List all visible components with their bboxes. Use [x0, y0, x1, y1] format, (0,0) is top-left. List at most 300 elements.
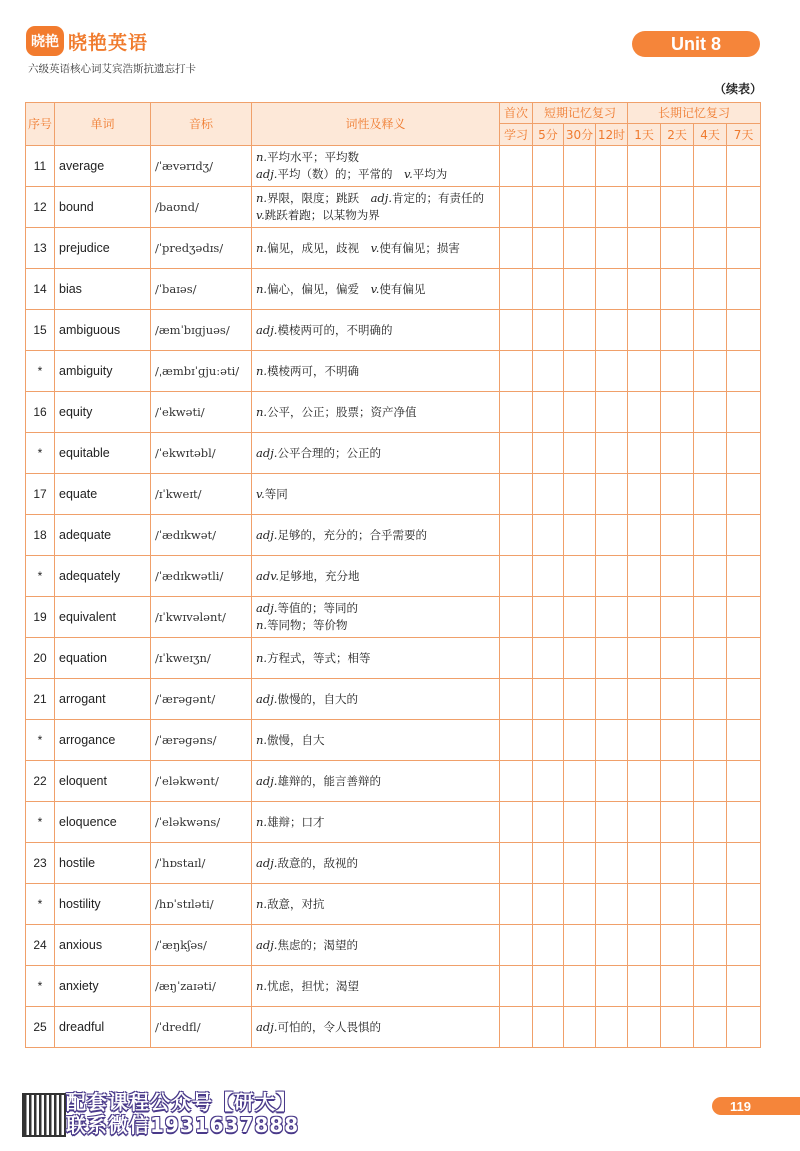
table-row	[26, 761, 761, 802]
definition-cell	[252, 638, 500, 679]
review-checkbox-cell[interactable]	[533, 679, 564, 720]
review-checkbox-cell[interactable]	[694, 433, 727, 474]
part-of-speech: n.	[256, 732, 268, 747]
phonetic-cell: /baʊnd/	[151, 187, 252, 228]
definition-text: 等值的；等同的	[277, 601, 358, 615]
definition-text: 敌意，对抗	[267, 896, 325, 911]
header-long-7d: 7天	[727, 124, 761, 146]
review-checkbox-cell[interactable]	[533, 269, 564, 310]
review-checkbox-cell[interactable]	[694, 187, 727, 228]
definition-cell	[252, 720, 500, 761]
word-cell: anxiety	[55, 966, 151, 1007]
review-checkbox-cell[interactable]	[727, 925, 761, 966]
review-checkbox-cell[interactable]	[596, 146, 628, 187]
phonetic-cell: /hɒˈstɪləti/	[151, 884, 252, 925]
review-checkbox-cell[interactable]	[661, 351, 694, 392]
phonetic-cell: /ˈekwɪtəbl/	[151, 433, 252, 474]
review-checkbox-cell[interactable]	[661, 433, 694, 474]
review-checkbox-cell[interactable]	[533, 1007, 564, 1048]
review-checkbox-cell[interactable]	[596, 556, 628, 597]
review-checkbox-cell[interactable]	[500, 720, 533, 761]
review-checkbox-cell[interactable]	[533, 802, 564, 843]
review-checkbox-cell[interactable]	[596, 187, 628, 228]
table-row	[26, 187, 761, 228]
part-of-speech: v.	[370, 281, 380, 296]
row-number: 20	[26, 638, 55, 679]
review-checkbox-cell[interactable]	[500, 351, 533, 392]
review-checkbox-cell[interactable]	[500, 679, 533, 720]
review-checkbox-cell[interactable]	[694, 679, 727, 720]
table-row	[26, 966, 761, 1007]
part-of-speech: n.	[256, 404, 268, 419]
review-checkbox-cell[interactable]	[564, 638, 596, 679]
review-checkbox-cell[interactable]	[661, 474, 694, 515]
review-checkbox-cell[interactable]	[596, 1007, 628, 1048]
review-checkbox-cell[interactable]	[533, 310, 564, 351]
row-number: *	[26, 966, 55, 1007]
definition-cell	[252, 433, 500, 474]
review-checkbox-cell[interactable]	[727, 884, 761, 925]
phonetic-cell: /ˈbaɪəs/	[151, 269, 252, 310]
definition-text: 使有偏见	[379, 281, 426, 296]
review-checkbox-cell[interactable]	[661, 228, 694, 269]
review-checkbox-cell[interactable]	[694, 392, 727, 433]
review-checkbox-cell[interactable]	[727, 843, 761, 884]
review-checkbox-cell[interactable]	[564, 351, 596, 392]
definition-cell	[252, 1007, 500, 1048]
review-checkbox-cell[interactable]	[596, 802, 628, 843]
review-checkbox-cell[interactable]	[727, 310, 761, 351]
review-checkbox-cell[interactable]	[661, 310, 694, 351]
table-row	[26, 802, 761, 843]
review-checkbox-cell[interactable]	[500, 556, 533, 597]
table-row	[26, 269, 761, 310]
review-checkbox-cell[interactable]	[694, 761, 727, 802]
review-checkbox-cell[interactable]	[661, 1007, 694, 1048]
review-checkbox-cell[interactable]	[564, 720, 596, 761]
review-checkbox-cell[interactable]	[500, 884, 533, 925]
review-checkbox-cell[interactable]	[533, 515, 564, 556]
header-long-4d: 4天	[694, 124, 727, 146]
review-checkbox-cell[interactable]	[727, 597, 761, 638]
review-checkbox-cell[interactable]	[628, 515, 661, 556]
table-row	[26, 228, 761, 269]
review-checkbox-cell[interactable]	[564, 392, 596, 433]
phonetic-cell: /ˈdredfl/	[151, 1007, 252, 1048]
promo-banner	[66, 1091, 299, 1137]
review-checkbox-cell[interactable]	[533, 474, 564, 515]
row-number: 21	[26, 679, 55, 720]
review-checkbox-cell[interactable]	[628, 843, 661, 884]
continued-label: （续表）	[714, 82, 763, 96]
table-row	[26, 515, 761, 556]
review-checkbox-cell[interactable]	[694, 638, 727, 679]
definition-text: 足够的，充分的；合乎需要的	[277, 527, 427, 542]
review-checkbox-cell[interactable]	[533, 556, 564, 597]
review-checkbox-cell[interactable]	[628, 761, 661, 802]
review-checkbox-cell[interactable]	[694, 925, 727, 966]
definition-cell	[252, 351, 500, 392]
review-checkbox-cell[interactable]	[661, 269, 694, 310]
header-first: 首次	[500, 103, 533, 124]
review-checkbox-cell[interactable]	[596, 925, 628, 966]
definition-cell	[252, 597, 500, 638]
row-number: *	[26, 720, 55, 761]
review-checkbox-cell[interactable]	[596, 228, 628, 269]
review-checkbox-cell[interactable]	[564, 433, 596, 474]
phonetic-cell: /ˈærəɡənt/	[151, 679, 252, 720]
definition-text: 界限，限度；跳跃	[267, 191, 371, 205]
review-checkbox-cell[interactable]	[694, 146, 727, 187]
review-checkbox-cell[interactable]	[727, 187, 761, 228]
review-checkbox-cell[interactable]	[500, 474, 533, 515]
review-checkbox-cell[interactable]	[628, 597, 661, 638]
review-checkbox-cell[interactable]	[596, 351, 628, 392]
review-checkbox-cell[interactable]	[628, 146, 661, 187]
review-checkbox-cell[interactable]	[727, 556, 761, 597]
header-long-2d: 2天	[661, 124, 694, 146]
review-checkbox-cell[interactable]	[533, 720, 564, 761]
review-checkbox-cell[interactable]	[533, 925, 564, 966]
review-checkbox-cell[interactable]	[727, 515, 761, 556]
definition-cell	[252, 310, 500, 351]
review-checkbox-cell[interactable]	[727, 802, 761, 843]
review-checkbox-cell[interactable]	[500, 1007, 533, 1048]
review-checkbox-cell[interactable]	[500, 146, 533, 187]
review-checkbox-cell[interactable]	[596, 392, 628, 433]
table-row	[26, 720, 761, 761]
definition-text: 平均水平；平均数	[267, 150, 360, 164]
review-checkbox-cell[interactable]	[727, 1007, 761, 1048]
review-checkbox-cell[interactable]	[596, 515, 628, 556]
header-ipa: 音标	[151, 103, 252, 146]
review-checkbox-cell[interactable]	[628, 474, 661, 515]
review-checkbox-cell[interactable]	[661, 761, 694, 802]
definition-text: 使有偏见；损害	[379, 240, 460, 255]
review-checkbox-cell[interactable]	[533, 884, 564, 925]
review-checkbox-cell[interactable]	[661, 392, 694, 433]
review-checkbox-cell[interactable]	[564, 228, 596, 269]
phonetic-cell: /æŋˈzaɪəti/	[151, 966, 252, 1007]
review-checkbox-cell[interactable]	[727, 679, 761, 720]
review-checkbox-cell[interactable]	[564, 966, 596, 1007]
definition-cell	[252, 556, 500, 597]
review-checkbox-cell[interactable]	[661, 884, 694, 925]
row-number: *	[26, 351, 55, 392]
review-checkbox-cell[interactable]	[533, 146, 564, 187]
review-checkbox-cell[interactable]	[694, 597, 727, 638]
word-cell: anxious	[55, 925, 151, 966]
review-checkbox-cell[interactable]	[727, 761, 761, 802]
word-cell: prejudice	[55, 228, 151, 269]
review-checkbox-cell[interactable]	[500, 228, 533, 269]
review-checkbox-cell[interactable]	[694, 966, 727, 1007]
review-checkbox-cell[interactable]	[596, 597, 628, 638]
review-checkbox-cell[interactable]	[694, 1007, 727, 1048]
review-checkbox-cell[interactable]	[661, 679, 694, 720]
review-checkbox-cell[interactable]	[533, 392, 564, 433]
definition-cell	[252, 884, 500, 925]
review-checkbox-cell[interactable]	[727, 392, 761, 433]
review-checkbox-cell[interactable]	[661, 515, 694, 556]
header-word: 单词	[55, 103, 151, 146]
review-checkbox-cell[interactable]	[533, 228, 564, 269]
review-checkbox-cell[interactable]	[500, 638, 533, 679]
header-short-5min: 5分	[533, 124, 564, 146]
review-checkbox-cell[interactable]	[727, 638, 761, 679]
row-number: 24	[26, 925, 55, 966]
definition-text: 模棱两可，不明确	[267, 363, 360, 378]
phonetic-cell: /ɪˈkwɪvələnt/	[151, 597, 252, 638]
review-checkbox-cell[interactable]	[564, 269, 596, 310]
header-short-30min: 30分	[564, 124, 596, 146]
part-of-speech: n.	[256, 978, 268, 993]
review-checkbox-cell[interactable]	[596, 433, 628, 474]
review-checkbox-cell[interactable]	[500, 433, 533, 474]
review-checkbox-cell[interactable]	[500, 515, 533, 556]
row-number: 15	[26, 310, 55, 351]
review-checkbox-cell[interactable]	[727, 146, 761, 187]
definition-text: 足够地，充分地	[279, 568, 360, 583]
review-checkbox-cell[interactable]	[727, 269, 761, 310]
review-checkbox-cell[interactable]	[533, 761, 564, 802]
review-checkbox-cell[interactable]	[500, 310, 533, 351]
review-checkbox-cell[interactable]	[596, 761, 628, 802]
review-checkbox-cell[interactable]	[694, 228, 727, 269]
review-checkbox-cell[interactable]	[500, 761, 533, 802]
brand-name: 晓艳英语	[68, 31, 149, 54]
review-checkbox-cell[interactable]	[661, 843, 694, 884]
review-checkbox-cell[interactable]	[694, 474, 727, 515]
word-cell: bias	[55, 269, 151, 310]
review-checkbox-cell[interactable]	[727, 720, 761, 761]
review-checkbox-cell[interactable]	[628, 925, 661, 966]
review-checkbox-cell[interactable]	[694, 269, 727, 310]
part-of-speech: n.	[256, 240, 268, 255]
review-checkbox-cell[interactable]	[628, 720, 661, 761]
word-cell: eloquent	[55, 761, 151, 802]
review-checkbox-cell[interactable]	[596, 884, 628, 925]
review-checkbox-cell[interactable]	[727, 351, 761, 392]
review-checkbox-cell[interactable]	[628, 269, 661, 310]
review-checkbox-cell[interactable]	[628, 433, 661, 474]
review-checkbox-cell[interactable]	[596, 966, 628, 1007]
definition-cell	[252, 146, 500, 187]
review-checkbox-cell[interactable]	[727, 228, 761, 269]
table-row	[26, 433, 761, 474]
review-checkbox-cell[interactable]	[694, 720, 727, 761]
review-checkbox-cell[interactable]	[564, 925, 596, 966]
review-checkbox-cell[interactable]	[628, 1007, 661, 1048]
promo-line-1: 配套课程公众号【研大】	[66, 1090, 297, 1114]
review-checkbox-cell[interactable]	[533, 638, 564, 679]
review-checkbox-cell[interactable]	[628, 556, 661, 597]
review-checkbox-cell[interactable]	[500, 392, 533, 433]
phonetic-cell: /ˈædɪkwətli/	[151, 556, 252, 597]
review-checkbox-cell[interactable]	[533, 433, 564, 474]
review-checkbox-cell[interactable]	[694, 884, 727, 925]
review-checkbox-cell[interactable]	[694, 351, 727, 392]
review-checkbox-cell[interactable]	[596, 679, 628, 720]
review-checkbox-cell[interactable]	[661, 720, 694, 761]
row-number: *	[26, 884, 55, 925]
review-checkbox-cell[interactable]	[596, 720, 628, 761]
table-row	[26, 310, 761, 351]
review-checkbox-cell[interactable]	[628, 679, 661, 720]
book-subtitle: 六级英语核心词艾宾浩斯抗遗忘打卡	[28, 63, 196, 75]
definition-text: 肯定的；有责任的	[392, 191, 496, 205]
review-checkbox-cell[interactable]	[628, 187, 661, 228]
part-of-speech: adj.	[256, 1019, 278, 1034]
review-checkbox-cell[interactable]	[694, 310, 727, 351]
review-checkbox-cell[interactable]	[564, 884, 596, 925]
row-number: 12	[26, 187, 55, 228]
row-number: 14	[26, 269, 55, 310]
part-of-speech: adj.	[256, 601, 278, 615]
qr-code-icon	[22, 1093, 66, 1137]
review-checkbox-cell[interactable]	[596, 843, 628, 884]
table-row	[26, 351, 761, 392]
definition-text: 方程式，等式；相等	[267, 650, 371, 665]
review-checkbox-cell[interactable]	[564, 146, 596, 187]
review-checkbox-cell[interactable]	[628, 966, 661, 1007]
table-row	[26, 1007, 761, 1048]
review-checkbox-cell[interactable]	[596, 474, 628, 515]
review-checkbox-cell[interactable]	[564, 556, 596, 597]
review-checkbox-cell[interactable]	[500, 966, 533, 1007]
table-row	[26, 843, 761, 884]
page-number: 119	[712, 1097, 800, 1115]
review-checkbox-cell[interactable]	[533, 597, 564, 638]
part-of-speech: adj.	[256, 691, 278, 706]
review-checkbox-cell[interactable]	[564, 679, 596, 720]
review-checkbox-cell[interactable]	[564, 1007, 596, 1048]
review-checkbox-cell[interactable]	[694, 843, 727, 884]
part-of-speech: adj.	[256, 773, 278, 788]
row-number: 18	[26, 515, 55, 556]
phonetic-cell: /ɪˈkweɪʒn/	[151, 638, 252, 679]
review-checkbox-cell[interactable]	[564, 802, 596, 843]
review-checkbox-cell[interactable]	[596, 310, 628, 351]
definition-cell	[252, 392, 500, 433]
review-checkbox-cell[interactable]	[727, 433, 761, 474]
review-checkbox-cell[interactable]	[596, 638, 628, 679]
review-checkbox-cell[interactable]	[661, 597, 694, 638]
part-of-speech: n.	[256, 618, 268, 632]
review-checkbox-cell[interactable]	[564, 474, 596, 515]
review-checkbox-cell[interactable]	[564, 310, 596, 351]
row-number: 11	[26, 146, 55, 187]
part-of-speech: n.	[256, 814, 268, 829]
review-checkbox-cell[interactable]	[661, 802, 694, 843]
part-of-speech: adj.	[256, 445, 278, 460]
review-checkbox-cell[interactable]	[564, 187, 596, 228]
review-checkbox-cell[interactable]	[661, 187, 694, 228]
review-checkbox-cell[interactable]	[500, 843, 533, 884]
review-checkbox-cell[interactable]	[628, 638, 661, 679]
review-checkbox-cell[interactable]	[500, 802, 533, 843]
review-checkbox-cell[interactable]	[628, 392, 661, 433]
part-of-speech: n.	[256, 896, 268, 911]
header-definition: 词性及释义	[252, 103, 500, 146]
review-checkbox-cell[interactable]	[500, 597, 533, 638]
definition-text: 平均为	[412, 167, 448, 181]
definition-text: 平均（数）的；平常的	[277, 167, 404, 181]
review-checkbox-cell[interactable]	[564, 843, 596, 884]
part-of-speech: adj.	[256, 527, 278, 542]
review-checkbox-cell[interactable]	[564, 515, 596, 556]
review-checkbox-cell[interactable]	[661, 966, 694, 1007]
table-row	[26, 597, 761, 638]
word-cell: equity	[55, 392, 151, 433]
review-checkbox-cell[interactable]	[500, 269, 533, 310]
review-checkbox-cell[interactable]	[628, 884, 661, 925]
definition-cell	[252, 966, 500, 1007]
row-number: 17	[26, 474, 55, 515]
review-checkbox-cell[interactable]	[533, 966, 564, 1007]
definition-cell	[252, 515, 500, 556]
part-of-speech: n.	[256, 363, 268, 378]
table-row	[26, 884, 761, 925]
definition-cell	[252, 474, 500, 515]
review-checkbox-cell[interactable]	[661, 556, 694, 597]
definition-cell	[252, 925, 500, 966]
review-checkbox-cell[interactable]	[596, 269, 628, 310]
phonetic-cell: /æmˈbɪɡjuəs/	[151, 310, 252, 351]
review-checkbox-cell[interactable]	[564, 761, 596, 802]
phonetic-cell: /ˈhɒstaɪl/	[151, 843, 252, 884]
review-checkbox-cell[interactable]	[661, 925, 694, 966]
part-of-speech: v.	[256, 486, 265, 501]
review-checkbox-cell[interactable]	[628, 310, 661, 351]
table-row	[26, 556, 761, 597]
review-checkbox-cell[interactable]	[500, 925, 533, 966]
review-checkbox-cell[interactable]	[533, 843, 564, 884]
review-checkbox-cell[interactable]	[661, 146, 694, 187]
header-first-sub: 学习	[500, 124, 533, 146]
review-checkbox-cell[interactable]	[694, 515, 727, 556]
review-checkbox-cell[interactable]	[533, 187, 564, 228]
review-checkbox-cell[interactable]	[727, 474, 761, 515]
review-checkbox-cell[interactable]	[694, 556, 727, 597]
phonetic-cell: /ˈævərɪdʒ/	[151, 146, 252, 187]
review-checkbox-cell[interactable]	[661, 638, 694, 679]
review-checkbox-cell[interactable]	[727, 966, 761, 1007]
definition-text: 焦虑的；渴望的	[277, 937, 358, 952]
word-cell: average	[55, 146, 151, 187]
definition-cell	[252, 269, 500, 310]
word-cell: hostility	[55, 884, 151, 925]
definition-text: 傲慢的，自大的	[277, 691, 358, 706]
part-of-speech: adj.	[256, 937, 278, 952]
word-cell: dreadful	[55, 1007, 151, 1048]
part-of-speech: n.	[256, 150, 268, 164]
review-checkbox-cell[interactable]	[628, 228, 661, 269]
part-of-speech: adj.	[256, 322, 278, 337]
review-checkbox-cell[interactable]	[500, 187, 533, 228]
review-checkbox-cell[interactable]	[628, 351, 661, 392]
brand-logo	[26, 26, 148, 56]
review-checkbox-cell[interactable]	[694, 802, 727, 843]
definition-text: 忧虑，担忧；渴望	[267, 978, 360, 993]
phonetic-cell: /ˈeləkwəns/	[151, 802, 252, 843]
review-checkbox-cell[interactable]	[628, 802, 661, 843]
row-number: 13	[26, 228, 55, 269]
vocabulary-table	[25, 102, 761, 1048]
review-checkbox-cell[interactable]	[564, 597, 596, 638]
word-cell: eloquence	[55, 802, 151, 843]
review-checkbox-cell[interactable]	[533, 351, 564, 392]
